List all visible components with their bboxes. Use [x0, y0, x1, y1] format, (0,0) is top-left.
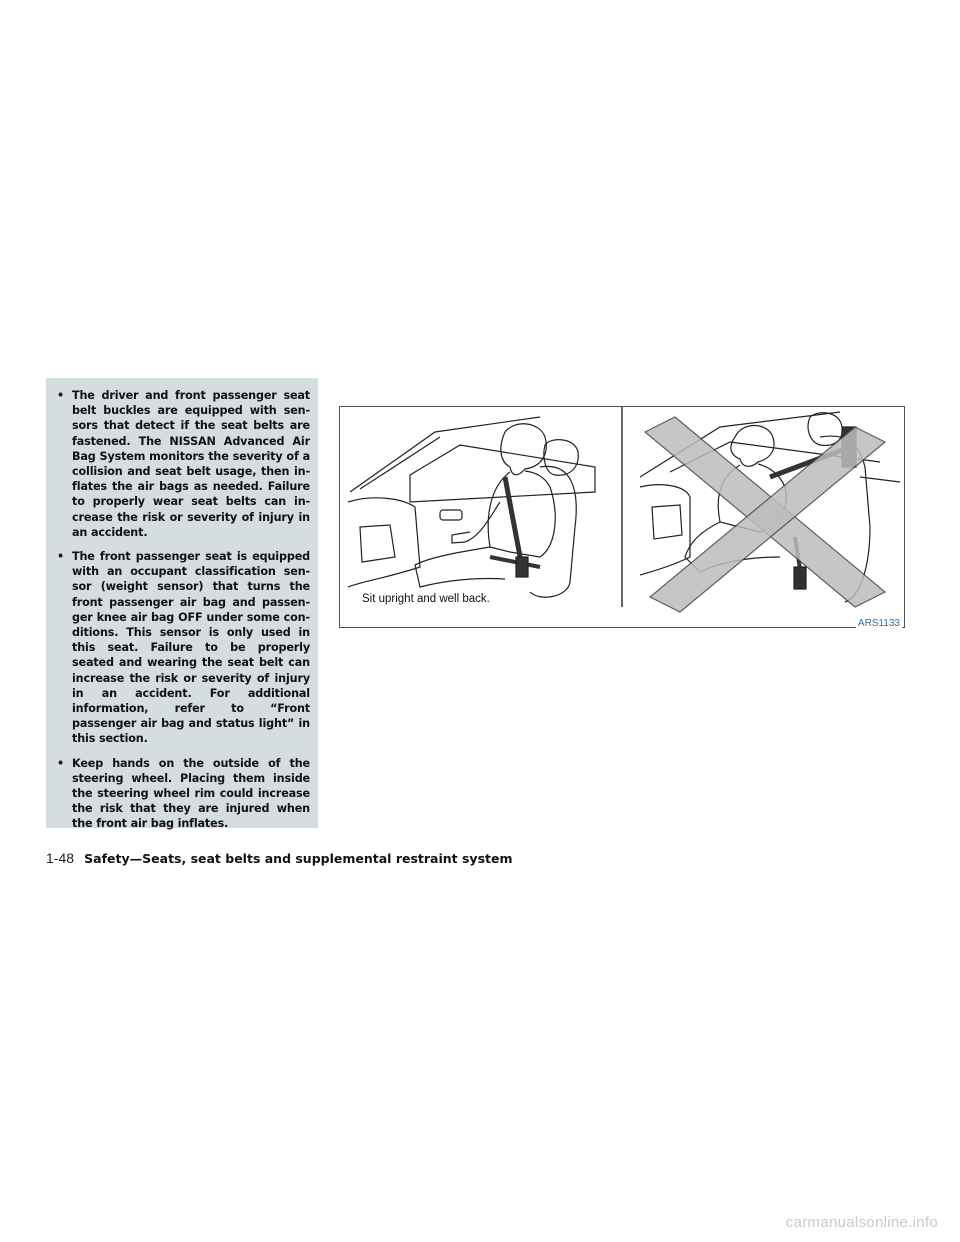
bullet-text: The driver and front passenger seat belt buckles are equipped with sen-sors that detect if the seat belts are fastened. The NISSAN Advanced Air Bag System monitors the severity of a collision and seat belt usage, then in-flates the air bags as needed. Failure to properly wear seat belts can in-crease the risk or severity of injury in an accident.: [72, 389, 310, 539]
seating-position-figure: [339, 406, 905, 628]
bullet-marker: •: [57, 756, 65, 770]
warning-bullet-steering-wheel: [56, 756, 310, 832]
figure-code: ARS1133: [857, 618, 900, 629]
bullet-text: The front passenger seat is equipped with an occupant classification sen-sor (weight sensor) that turns the front passenger air bag and passen-ger knee air bag OFF under some con-ditions. This sensor is only used in this seat. Failure to be properly seated and wearing the seat belt can increase the risk or severity of injury in an accident. For additional information, refer to “Front passenger air bag and status light” in this section.: [72, 550, 310, 746]
warning-box: [46, 378, 318, 831]
watermark: carmanualsonline.info: [785, 1214, 938, 1231]
section-title: Safety—Seats, seat belts and supplemental restraint system: [84, 851, 513, 866]
figure-caption: Sit upright and well back.: [362, 593, 490, 605]
bullet-marker: •: [57, 389, 65, 402]
page-footer: [46, 850, 513, 867]
page-number: 1-48: [46, 850, 75, 866]
bullet-marker: •: [57, 550, 65, 564]
warning-bullet-occupant-sensor: [56, 549, 310, 747]
bullet-text: Keep hands on the outside of the steering wheel. Placing them inside the steering wheel rim could increase the risk that they are injured when the front air bag inflates.: [72, 756, 310, 831]
warning-bullet-seat-belt-sensors: [56, 388, 310, 540]
correct-seating-drawing: [348, 407, 622, 607]
